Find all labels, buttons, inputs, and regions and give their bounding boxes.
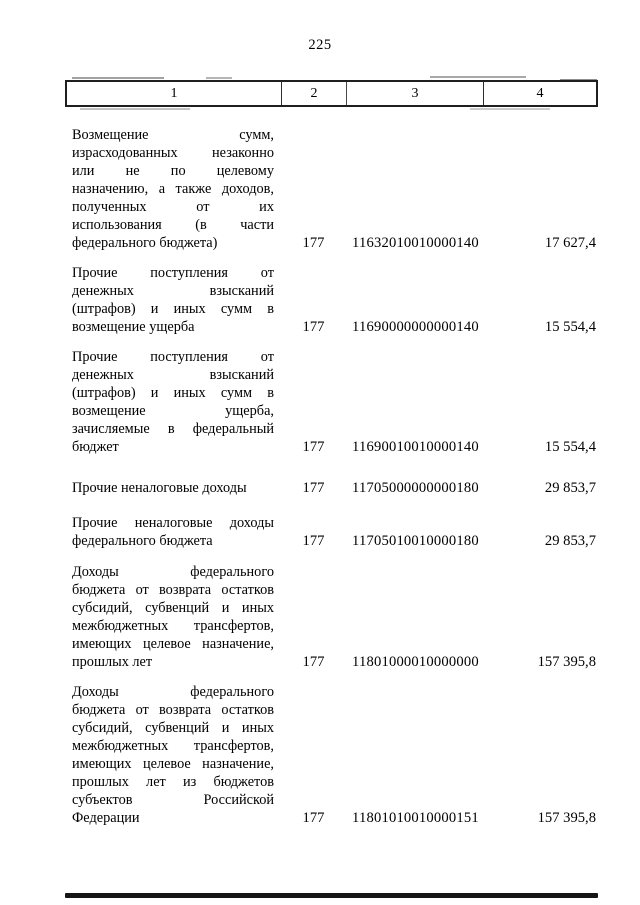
table-row xyxy=(65,563,598,671)
row-amount: 157 395,8 xyxy=(537,810,596,826)
row-amount: 29 853,7 xyxy=(544,533,596,549)
row-label-line: денежных взысканий xyxy=(72,367,274,383)
row-label-line: бюджет xyxy=(72,439,119,455)
row-label-line: имеющих целевое назначение, xyxy=(72,756,274,772)
row-label xyxy=(65,514,281,550)
column-header-2: 2 xyxy=(281,82,346,105)
table-header-row xyxy=(65,80,598,107)
column-header-1: 1 xyxy=(170,85,178,101)
row-budget-code: 11690010010000140 xyxy=(352,439,479,455)
scan-artifact xyxy=(72,77,164,79)
table-row xyxy=(65,348,598,456)
row-label-line: денежных взысканий xyxy=(72,283,274,299)
row-admin-code: 177 xyxy=(302,439,325,455)
row-label-line: возмещение ущерба, xyxy=(72,403,274,419)
page-number: 225 xyxy=(308,37,332,53)
row-admin-code: 177 xyxy=(302,235,325,251)
row-label-line: межбюджетных трансфертов, xyxy=(72,738,274,754)
row-label-line: бюджета от возврата остатков xyxy=(72,582,274,598)
row-label-line: Доходы федерального xyxy=(72,564,274,580)
row-amount: 15 554,4 xyxy=(544,319,596,335)
row-label-line: или не по целевому xyxy=(72,163,274,179)
row-amount: 157 395,8 xyxy=(537,654,596,670)
row-admin-code: 177 xyxy=(302,654,325,670)
row-budget-code: 11801000010000000 xyxy=(352,654,479,670)
row-admin-code: 177 xyxy=(302,533,325,549)
row-label-line: Прочие поступления от xyxy=(72,265,274,281)
scan-artifact xyxy=(80,108,190,110)
row-label-line: федерального бюджета) xyxy=(72,235,218,251)
row-label xyxy=(65,683,281,827)
row-label-line: Федерации xyxy=(72,810,140,826)
row-label-line: (штрафов) и иных сумм в xyxy=(72,385,274,401)
row-label-line: прошлых лет из бюджетов xyxy=(72,774,274,790)
row-label-line: субсидий, субвенций и иных xyxy=(72,720,274,736)
table-row xyxy=(65,514,598,550)
scan-artifact xyxy=(430,76,526,78)
row-amount: 29 853,7 xyxy=(544,480,596,496)
row-label-line: бюджета от возврата остатков xyxy=(72,702,274,718)
row-label xyxy=(65,126,281,252)
column-header-4: 4 xyxy=(483,82,596,105)
table-body xyxy=(65,126,598,839)
row-admin-code: 177 xyxy=(302,480,325,496)
page-bottom-scan-bar xyxy=(65,893,598,898)
scan-artifact xyxy=(206,77,232,79)
row-budget-code: 11705010010000180 xyxy=(352,533,479,549)
row-label-line: межбюджетных трансфертов, xyxy=(72,618,274,634)
row-budget-code: 11690000000000140 xyxy=(352,319,479,335)
row-label xyxy=(65,264,281,336)
row-label-line: назначению, а также доходов, xyxy=(72,181,274,197)
row-label-line: полученных от их xyxy=(72,199,274,215)
row-amount: 15 554,4 xyxy=(544,439,596,455)
row-label xyxy=(65,348,281,456)
scan-artifact xyxy=(470,108,550,110)
row-label-line: Прочие неналоговые доходы xyxy=(72,480,247,496)
row-label-line: зачисляемые в федеральный xyxy=(72,421,274,437)
row-label-line: Возмещение сумм, xyxy=(72,127,274,143)
row-amount: 17 627,4 xyxy=(544,235,596,251)
row-label-line: Доходы федерального xyxy=(72,684,274,700)
row-label-line: Прочие поступления от xyxy=(72,349,274,365)
row-label-line: прошлых лет xyxy=(72,654,153,670)
table-row xyxy=(65,126,598,252)
row-label-line: израсходованных незаконно xyxy=(72,145,274,161)
row-label-line: Прочие неналоговые доходы xyxy=(72,515,274,531)
row-admin-code: 177 xyxy=(302,810,325,826)
row-label-line: возмещение ущерба xyxy=(72,319,195,335)
row-budget-code: 11632010010000140 xyxy=(352,235,479,251)
row-label-line: (штрафов) и иных сумм в xyxy=(72,301,274,317)
row-label-line: имеющих целевое назначение, xyxy=(72,636,274,652)
row-budget-code: 11705000000000180 xyxy=(352,480,479,496)
row-admin-code: 177 xyxy=(302,319,325,335)
row-label-line: субсидий, субвенций и иных xyxy=(72,600,274,616)
row-label-line: использования (в части xyxy=(72,217,274,233)
row-label-line: субъектов Российской xyxy=(72,792,274,808)
row-label xyxy=(65,479,281,497)
column-header-3: 3 xyxy=(346,82,483,105)
table-row xyxy=(65,264,598,336)
row-budget-code: 11801010010000151 xyxy=(352,810,479,826)
row-label xyxy=(65,563,281,671)
table-row xyxy=(65,479,598,497)
table-row xyxy=(65,683,598,827)
row-label-line: федерального бюджета xyxy=(72,533,213,549)
